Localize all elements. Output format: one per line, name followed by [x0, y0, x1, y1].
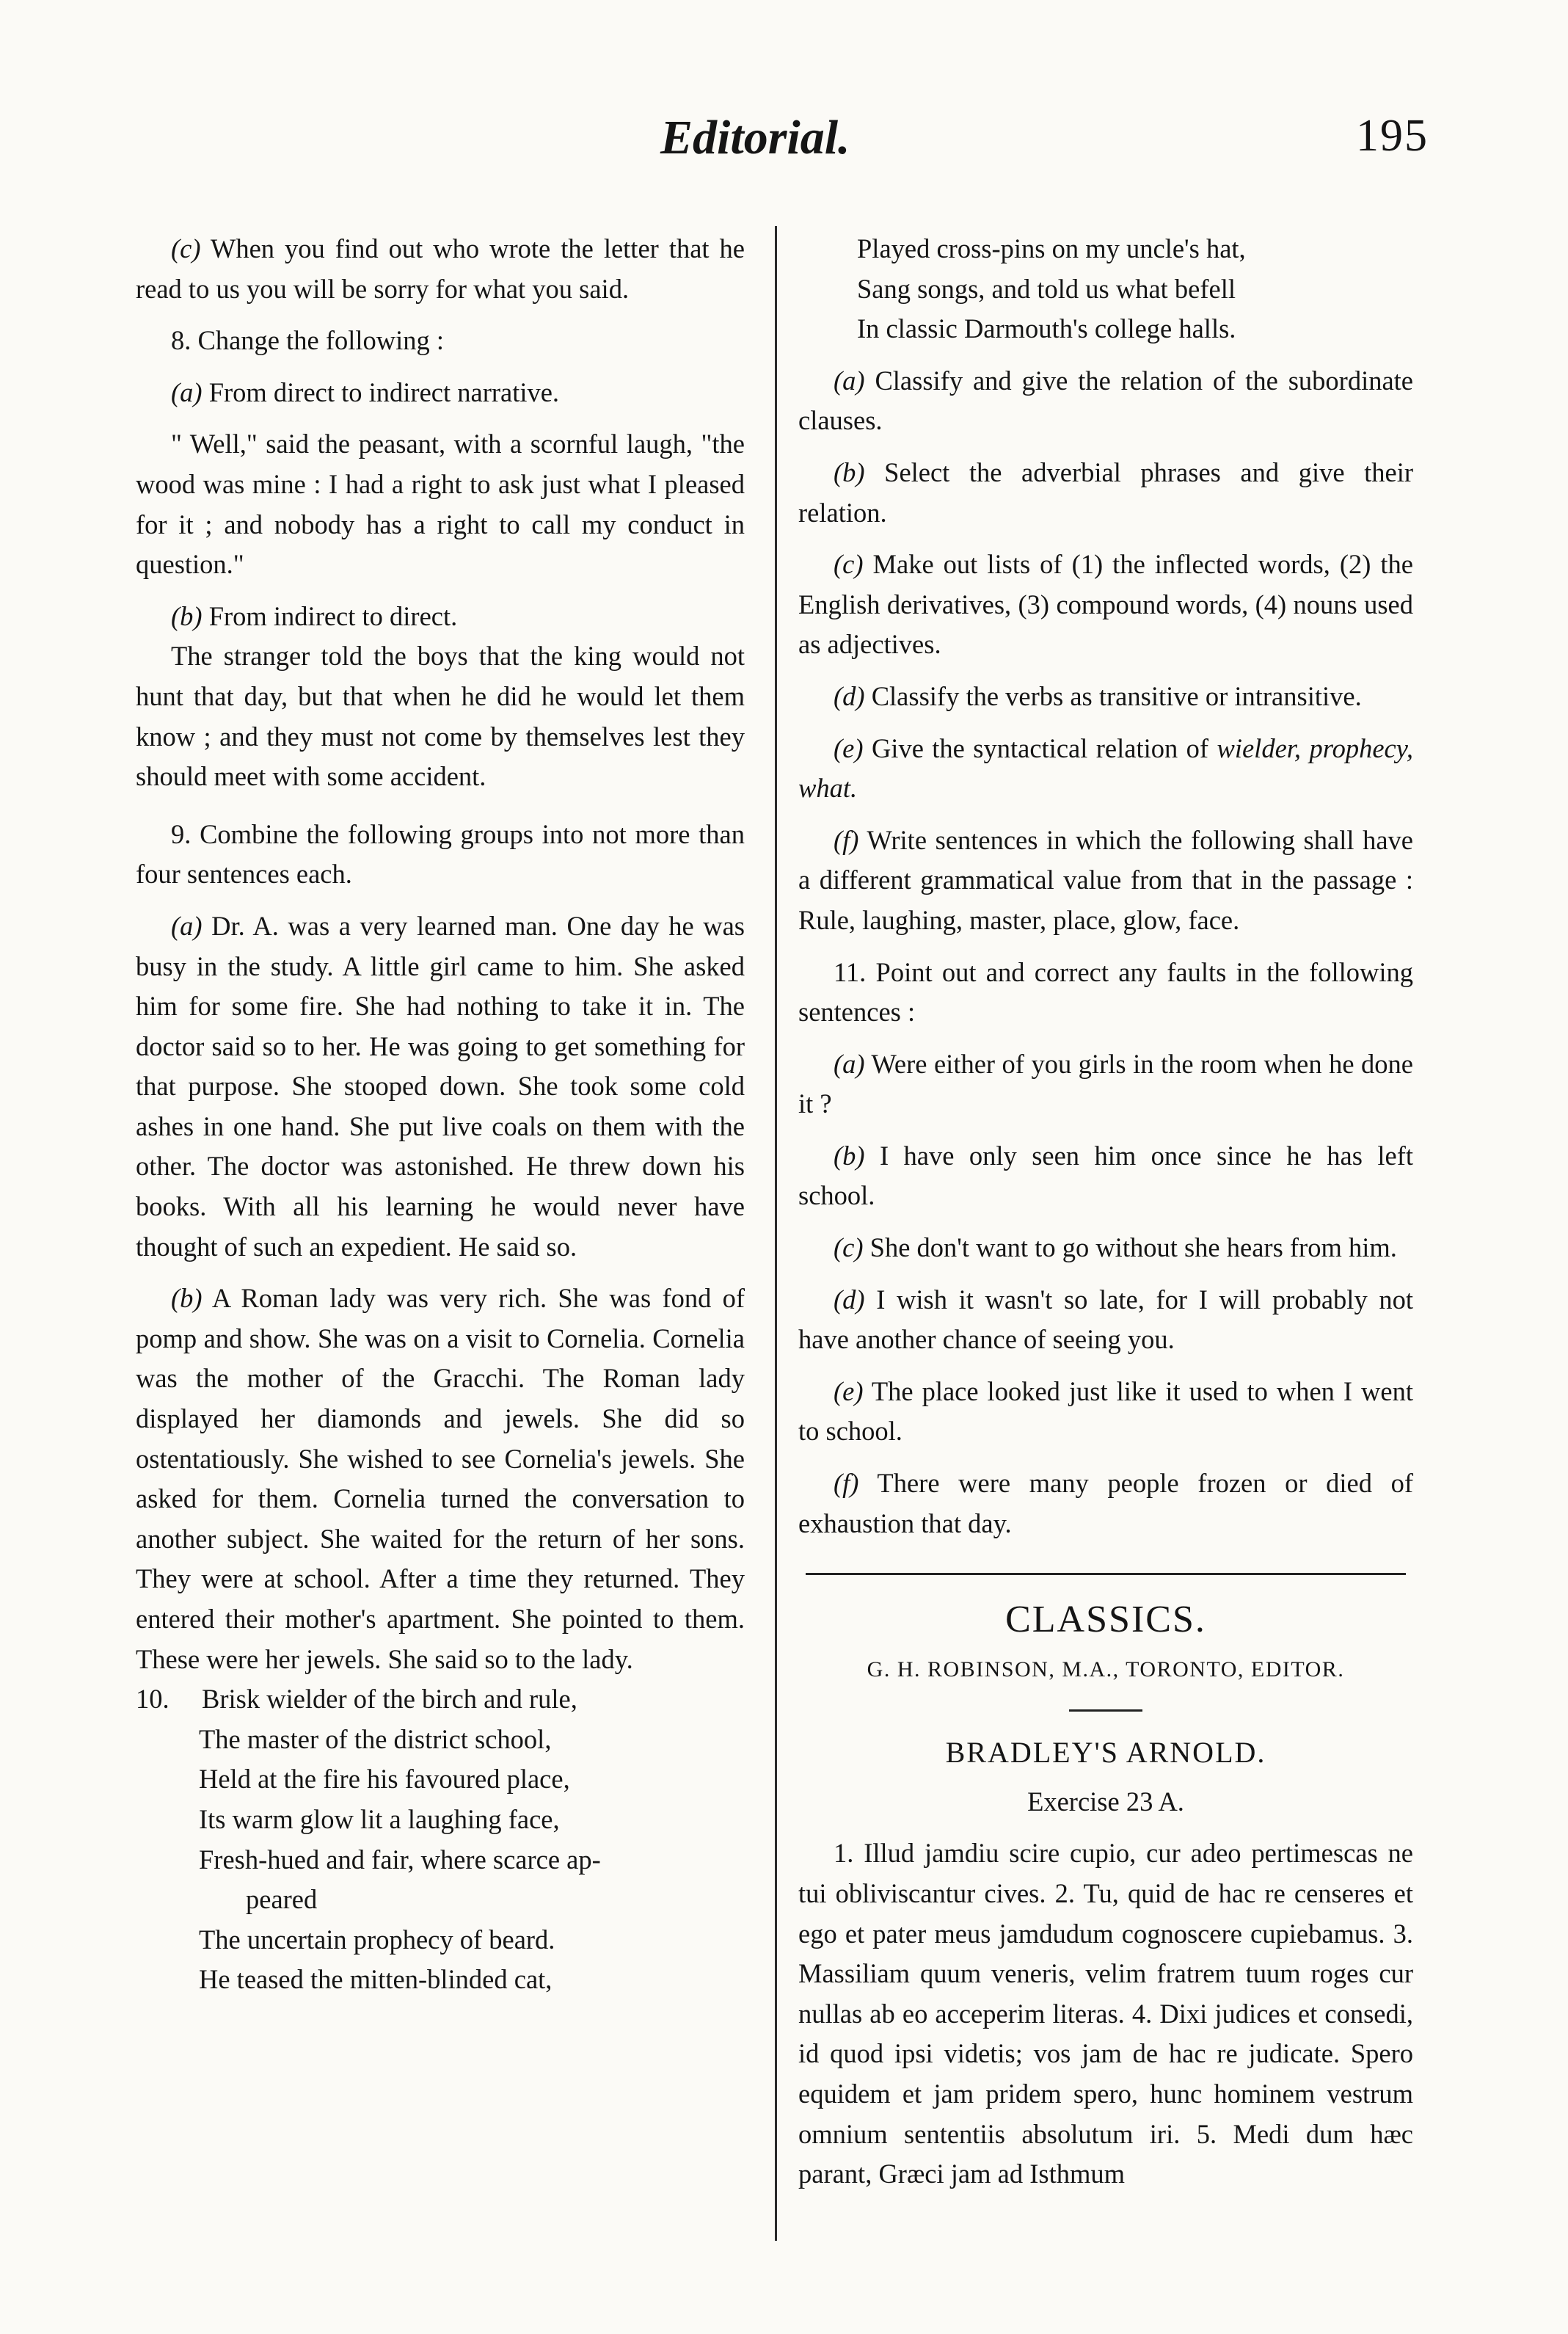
question-10f	[798, 821, 1413, 941]
item-label: (b)	[171, 600, 203, 631]
question-8a	[136, 373, 745, 413]
question-8b-passage: The stranger told the boys that the king would not hunt that day, but that when he did he would let them know ; and they must not come by themselves lest they should meet with some accident.	[136, 641, 745, 792]
poem-right	[798, 229, 1413, 349]
exercise-label: Exercise 23 A.	[1027, 1786, 1184, 1817]
item-label: (e)	[834, 1375, 864, 1406]
poem-line: peared	[246, 1884, 318, 1915]
question-10-number: 10.	[136, 1684, 169, 1715]
item-text: From direct to indirect narrative.	[208, 377, 560, 407]
section-heading: CLASSICS.	[1005, 1599, 1206, 1641]
question-10c	[798, 545, 1413, 665]
question-7c	[136, 229, 745, 309]
question-11b	[798, 1136, 1413, 1216]
poem-line: Sang songs, and told us what befell	[857, 273, 1236, 304]
question-10d	[798, 677, 1413, 717]
item-label: (b)	[171, 1283, 203, 1314]
item-text: I wish it wasn't so late, for I will probably not have another chance of seeing you.	[798, 1284, 1413, 1355]
item-text: A Roman lady was very rich. She was fond of pomp and show. She was on a visit to Cornelia. Cornelia was the mother of the Gracchi. The Roman lady displayed her diamonds and jewels. She did so ostentatiously. She wished to see Cornelia's jewels. She asked for them. Cornelia turned the conversation to another subject. She waited for the return of her sons. They were at school. After a time they returned. They entered their mother's apartment. She pointed to them. These were her jewels. She said so to the lady.	[136, 1283, 745, 1674]
item-italic-words: wielder, prophecy, what.	[798, 732, 1414, 804]
running-head: Editorial.	[660, 111, 850, 164]
question-8-title: 8. Change the following :	[171, 325, 445, 356]
poem-line: He teased the mitten-blinded cat,	[199, 1964, 553, 1995]
poem-line: The uncertain prophecy of beard.	[199, 1924, 555, 1955]
poem-line: Played cross-pins on my uncle's hat,	[857, 233, 1246, 263]
poem-line: Its warm glow lit a laughing face,	[199, 1803, 560, 1834]
item-label: (f)	[834, 1468, 859, 1499]
page-number: 195	[1356, 111, 1429, 161]
right-column	[798, 229, 1413, 2195]
short-divider	[1069, 1709, 1142, 1712]
item-text: When you find out who wrote the letter that he read to us you will be sorry for what you said.	[136, 233, 745, 304]
item-label: (b)	[834, 457, 865, 487]
editor-byline: G. H. ROBINSON, M.A., TORONTO, EDITOR.	[867, 1657, 1345, 1682]
item-label: (a)	[834, 365, 865, 396]
question-8a-passage: " Well," said the peasant, with a scornful laugh, "the wood was mine : I had a right to ask just what I pleased for it ; and nobody has a right to call my conduct in question."	[136, 429, 745, 580]
question-8b	[136, 597, 745, 637]
latin-exercise-text: 1. Illud jamdiu scire cupio, cur adeo pertimescas ne tui obliviscantur cives. 2. Tu, quid de hac re censeres et ego et pater meus jamdudum cognoscere cupiebamus. 3. Massiliam quum veneris, velim fratrem tuum roges cur nullas ab eo acceperim literas. 4. Dixi judices et consedi, id quod ipsi videtis; vos jam de hac re judicate. Spero equidem et jam pridem spero, hunc hominem vestrum omnium sententiis absolutum iri. 5. Medi dum hæc parant, Græci jam ad Isthmum	[798, 1838, 1413, 2189]
item-text: Classify the verbs as transitive or intransitive.	[871, 680, 1362, 711]
question-11d	[798, 1280, 1413, 1360]
question-9b	[136, 1279, 745, 1679]
item-label: (c)	[834, 1232, 864, 1263]
item-text: Were either of you girls in the room when he done it ?	[798, 1048, 1413, 1119]
item-label: (a)	[171, 377, 203, 407]
left-column	[136, 229, 745, 2000]
question-11-title: 11. Point out and correct any faults in the following sentences :	[798, 956, 1413, 1028]
item-label: (f)	[834, 824, 859, 855]
poem-left	[136, 1679, 745, 2000]
item-label: (c)	[171, 233, 201, 263]
item-text: The place looked just like it used to when I went to school.	[798, 1375, 1413, 1447]
poem-line: Held at the fire his favoured place,	[199, 1764, 570, 1795]
question-11c	[798, 1228, 1413, 1268]
item-text: Select the adverbial phrases and give their relation.	[798, 457, 1413, 528]
question-10b	[798, 453, 1413, 533]
item-label: (d)	[834, 1284, 865, 1315]
poem-line	[136, 1679, 745, 1720]
item-text: Dr. A. was a very learned man. One day he was busy in the study. A little girl came to him. She asked him for some fire. She had nothing to take it in. The doctor said so to her. He was going to get something for that purpose. She stooped down. She took some cold ashes in one hand. She put live coals on them with the other. The doctor was astonished. He threw down his books. With all his learning he would never have thought of such an expedient. He said so.	[136, 910, 745, 1262]
column-divider	[775, 226, 777, 2241]
item-text: Give the syntactical relation of	[871, 732, 1209, 763]
question-11f	[798, 1464, 1413, 1544]
item-label: (d)	[834, 680, 865, 711]
item-text: She don't want to go without she hears from him.	[869, 1232, 1397, 1263]
item-text: From indirect to direct.	[208, 600, 458, 631]
poem-line: Fresh-hued and fair, where scarce ap-	[199, 1844, 601, 1875]
poem-line: The master of the district school,	[199, 1723, 552, 1754]
item-label: (a)	[834, 1048, 865, 1079]
item-text: There were many people frozen or died of exhaustion that day.	[798, 1468, 1414, 1538]
question-10a	[798, 361, 1413, 441]
item-label: (e)	[834, 732, 864, 763]
item-text: Make out lists of (1) the inflected words, (2) the English derivatives, (3) compound words, (4) nouns used as adjectives.	[798, 549, 1414, 660]
poem-line: In classic Darmouth's college halls.	[857, 313, 1236, 344]
item-label: (c)	[834, 549, 864, 580]
question-11e	[798, 1372, 1413, 1452]
item-text: Classify and give the relation of the subordinate clauses.	[798, 365, 1414, 436]
item-text: I have only seen him once since he has left school.	[798, 1140, 1413, 1211]
section-divider	[806, 1573, 1406, 1575]
sub-heading: BRADLEY'S ARNOLD.	[945, 1735, 1266, 1769]
question-9-title: 9. Combine the following groups into not more than four sentences each.	[136, 818, 745, 890]
question-9a	[136, 906, 745, 1267]
question-11a	[798, 1044, 1413, 1124]
item-label: (a)	[171, 910, 203, 941]
question-10e	[798, 729, 1413, 809]
item-label: (b)	[834, 1140, 865, 1171]
poem-line-text: Brisk wielder of the birch and rule,	[202, 1684, 577, 1715]
item-text: Write sentences in which the following shall have a different grammatical value from that in the passage : Rule, laughing, master, place, glow, face.	[798, 824, 1413, 935]
